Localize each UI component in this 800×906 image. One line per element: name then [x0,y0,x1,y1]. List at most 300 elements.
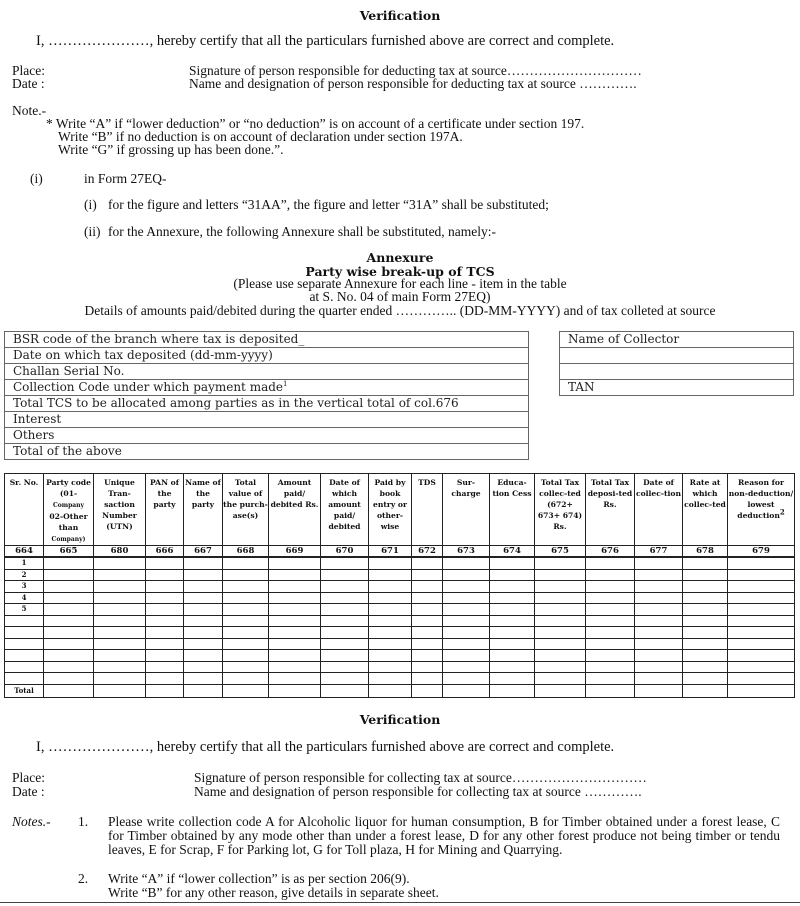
column-number: 671 [369,546,412,558]
table-cell[interactable] [635,604,683,616]
table-cell[interactable] [44,557,94,569]
collector-name-label[interactable]: Name of Collector [560,332,794,348]
table-cell[interactable] [412,615,443,627]
party-code-company-2: Company) [51,536,86,543]
table-cell[interactable] [412,627,443,639]
bsr-code-field[interactable]: BSR code of the branch where tax is deposited_ [5,332,529,348]
table-cell[interactable] [223,604,269,616]
table-cell[interactable] [728,650,795,662]
col-utn: Unique Tran-saction Number (UTN) [94,474,146,546]
table-cell[interactable] [146,650,184,662]
col-total-tax-deposited: Total Tax deposi-ted Rs. [586,474,635,546]
total-cell[interactable] [184,684,223,697]
sub-item-i-text: for the figure and letters “31AA”, the figure and letter “31A” shall be substituted; [108,197,549,212]
place-label-bottom: Place: [12,770,45,785]
table-cell[interactable] [369,604,412,616]
table-cell[interactable] [269,638,321,650]
table-cell[interactable] [44,581,94,593]
table-cell[interactable] [369,627,412,639]
party-code-label: Party code (01- [46,478,91,498]
name-line-bottom: Name and designation of person responsible for collecting tax at source …………. [194,784,642,799]
table-cell[interactable] [535,615,586,627]
note-line-2: Write “B” if no deduction is on account of declaration under section 197A. [58,129,463,144]
table-cell[interactable] [146,627,184,639]
note-2-line-2: Write “B” for any other reason, give details in separate sheet. [108,885,439,900]
table-cell[interactable] [146,661,184,673]
table-row [5,604,795,616]
table-cell[interactable] [443,581,490,593]
table-cell[interactable] [184,569,223,581]
table-cell[interactable] [535,557,586,569]
col-date-collection: Date of collec-tion [635,474,683,546]
table-cell[interactable] [728,627,795,639]
table-cell[interactable] [223,673,269,685]
table-cell[interactable] [586,627,635,639]
table-cell[interactable] [412,661,443,673]
table-cell[interactable] [490,661,535,673]
column-number: 665 [44,546,94,558]
table-cell[interactable] [321,604,369,616]
table-cell[interactable] [586,592,635,604]
table-cell[interactable] [223,661,269,673]
table-cell[interactable] [728,604,795,616]
table-cell[interactable] [321,615,369,627]
table-cell[interactable] [443,557,490,569]
table-cell[interactable] [490,627,535,639]
total-cell[interactable] [443,684,490,697]
note-1-marker: 1. [78,814,89,829]
col-reason [728,474,795,546]
table-cell[interactable] [269,673,321,685]
item-i-text: in Form 27EQ- [84,171,167,186]
table-cell[interactable] [683,627,728,639]
collector-name-line-1[interactable] [560,348,794,364]
column-number: 664 [5,546,44,558]
table-cell[interactable] [94,569,146,581]
table-cell[interactable] [586,615,635,627]
table-cell[interactable] [184,604,223,616]
party-code-other: 02-Other than [49,512,88,532]
table-cell[interactable] [369,650,412,662]
table-cell[interactable] [184,592,223,604]
table-cell[interactable] [184,615,223,627]
table-cell[interactable] [683,557,728,569]
annexure-instruction-1: (Please use separate Annexure for each line - item in the table [233,276,567,291]
table-cell[interactable] [586,650,635,662]
table-cell[interactable] [535,650,586,662]
table-cell[interactable] [490,592,535,604]
others-field[interactable]: Others [5,428,529,444]
table-cell[interactable] [412,557,443,569]
table-cell[interactable] [490,604,535,616]
total-cell[interactable] [223,684,269,697]
table-cell[interactable] [223,627,269,639]
table-cell[interactable] [535,581,586,593]
table-cell[interactable] [94,581,146,593]
column-number: 669 [269,546,321,558]
col-amount-paid: Amount paid/ debited Rs. [269,474,321,546]
table-cell[interactable] [586,638,635,650]
total-cell[interactable] [586,684,635,697]
tan-field[interactable]: TAN [560,380,794,396]
table-cell[interactable] [412,604,443,616]
table-cell[interactable] [44,673,94,685]
total-cell[interactable] [490,684,535,697]
column-number-row [5,546,795,558]
note-label-top: Note.- [12,103,47,118]
column-number: 670 [321,546,369,558]
table-cell[interactable] [412,673,443,685]
table-row [5,661,795,673]
date-label-top: Date : [12,76,45,91]
table-cell[interactable] [184,581,223,593]
table-cell[interactable] [146,638,184,650]
table-cell[interactable] [269,650,321,662]
table-cell[interactable] [146,557,184,569]
row-serial: 4 [5,592,44,604]
table-cell[interactable] [146,569,184,581]
table-cell[interactable] [443,650,490,662]
column-number: 672 [412,546,443,558]
table-cell[interactable] [94,627,146,639]
table-cell[interactable] [535,592,586,604]
column-number: 673 [443,546,490,558]
table-cell[interactable] [683,650,728,662]
verification-title-top: Verification [359,8,441,23]
collector-box [559,331,794,396]
table-cell[interactable] [535,673,586,685]
table-cell[interactable] [269,615,321,627]
reason-footnote: 2 [779,507,785,517]
table-cell[interactable] [586,673,635,685]
table-cell[interactable] [321,627,369,639]
table-cell[interactable] [369,557,412,569]
table-cell[interactable] [44,604,94,616]
table-cell[interactable] [586,581,635,593]
table-cell[interactable] [321,650,369,662]
note-2-marker: 2. [78,871,89,886]
table-cell[interactable] [223,569,269,581]
table-cell[interactable] [490,557,535,569]
col-tds: TDS [412,474,443,546]
table-cell[interactable] [728,638,795,650]
table-cell[interactable] [635,627,683,639]
table-cell[interactable] [369,673,412,685]
annexure-subtitle: Party wise break-up of TCS [305,264,495,279]
note-1-text: Please write collection code A for Alcoholic liquor for human consumption, B for Timber obtained under a forest lease, C for Timber obtained by any mode other than under a forest lease, D for any other forest produce not being timber or tendu leaves, E for Scrap, F for Parking lot, G for Toll plaza, H for Mining and Quarrying. [108,814,780,857]
table-cell[interactable] [683,661,728,673]
table-cell[interactable] [184,627,223,639]
row-serial: 3 [5,581,44,593]
footnote-marker: 1 [283,380,288,388]
table-cell[interactable] [412,592,443,604]
table-cell[interactable] [490,581,535,593]
table-cell[interactable] [535,627,586,639]
table-cell[interactable] [683,615,728,627]
col-party-name: Name of the party [184,474,223,546]
challan-details-box [4,331,529,460]
total-row [5,684,795,697]
table-cell[interactable] [683,581,728,593]
table-cell[interactable] [269,592,321,604]
table-cell[interactable] [443,592,490,604]
table-cell[interactable] [269,627,321,639]
table-cell[interactable] [490,673,535,685]
annexure-title: Annexure [366,250,434,265]
row-serial: 5 [5,604,44,616]
total-above-field[interactable]: Total of the above [5,444,529,460]
table-cell[interactable] [586,569,635,581]
total-cell[interactable] [94,684,146,697]
collection-code-label: Collection Code under which payment made [13,380,284,394]
total-cell[interactable] [44,684,94,697]
table-cell[interactable] [223,650,269,662]
table-cell[interactable] [683,592,728,604]
table-cell[interactable] [635,615,683,627]
total-cell[interactable] [321,684,369,697]
row-serial [5,627,44,639]
column-number: 678 [683,546,728,558]
table-cell[interactable] [635,557,683,569]
row-serial [5,661,44,673]
table-cell[interactable] [184,650,223,662]
table-cell[interactable] [443,569,490,581]
total-cell[interactable] [535,684,586,697]
note-2-line-1: Write “A” if “lower collection” is as per section 206(9). [108,871,410,886]
table-cell[interactable] [412,638,443,650]
col-sr-no: Sr. No. [5,474,44,546]
collector-name-line-2[interactable] [560,364,794,380]
table-cell[interactable] [146,673,184,685]
table-cell[interactable] [369,581,412,593]
col-education-cess: Educa-tion Cess [490,474,535,546]
table-cell[interactable] [369,661,412,673]
table-cell[interactable] [635,661,683,673]
table-cell[interactable] [321,569,369,581]
table-cell[interactable] [490,650,535,662]
column-number: 676 [586,546,635,558]
total-cell[interactable] [369,684,412,697]
table-cell[interactable] [443,673,490,685]
row-serial: 2 [5,569,44,581]
table-cell[interactable] [728,673,795,685]
col-pan: PAN of the party [146,474,184,546]
table-cell[interactable] [683,673,728,685]
table-cell[interactable] [443,604,490,616]
total-cell[interactable] [412,684,443,697]
table-cell[interactable] [44,569,94,581]
table-cell[interactable] [321,557,369,569]
table-cell[interactable] [184,661,223,673]
item-i-marker: (i) [30,171,43,186]
table-cell[interactable] [728,557,795,569]
table-cell[interactable] [223,638,269,650]
table-cell[interactable] [412,581,443,593]
note-line-3: Write “G” if grossing up has been done.”. [58,142,284,157]
table-cell[interactable] [269,604,321,616]
table-cell[interactable] [490,569,535,581]
sub-item-ii-text: for the Annexure, the following Annexure shall be substituted, namely:- [108,224,497,239]
table-cell[interactable] [223,592,269,604]
party-breakup-table [4,473,795,698]
table-row [5,638,795,650]
annexure-details: Details of amounts paid/debited during the quarter ended ………….. (DD-MM-YYYY) and of tax colleted at source [84,303,716,318]
note-line-1: * Write “A” if “lower deduction” or “no deduction” is on account of a certificate under section 197. [46,116,585,131]
table-cell[interactable] [94,650,146,662]
table-cell[interactable] [269,557,321,569]
table-cell[interactable] [146,592,184,604]
reason-label: Reason for non-deduction/ lowest deduction [728,478,794,520]
table-cell[interactable] [443,661,490,673]
annexure-instruction-2: at S. No. 04 of main Form 27EQ) [309,289,491,304]
table-cell[interactable] [586,604,635,616]
collection-code-field[interactable] [5,380,529,396]
col-total-value: Total value of the purch-ase(s) [223,474,269,546]
table-cell[interactable] [728,615,795,627]
table-cell[interactable] [94,557,146,569]
table-cell[interactable] [369,638,412,650]
table-row [5,581,795,593]
table-cell[interactable] [635,638,683,650]
header-row [5,474,795,546]
table-cell[interactable] [44,627,94,639]
table-cell[interactable] [635,581,683,593]
certify-statement-top: I, …………………, hereby certify that all the particulars furnished above are correct and complete. [36,33,615,49]
table-cell[interactable] [728,592,795,604]
table-cell[interactable] [490,638,535,650]
signature-line-top: Signature of person responsible for deducting tax at source………………………… [189,63,642,78]
total-cell[interactable] [728,684,795,697]
table-cell[interactable] [728,661,795,673]
total-cell[interactable] [683,684,728,697]
row-serial [5,650,44,662]
table-cell[interactable] [94,673,146,685]
table-cell[interactable] [369,592,412,604]
table-cell[interactable] [369,569,412,581]
certify-statement-bottom: I, …………………, hereby certify that all the particulars furnished above are correct and complete. [36,739,615,755]
total-label: Total [5,684,44,697]
col-paid-by: Paid by book entry or other-wise [369,474,412,546]
table-cell[interactable] [94,615,146,627]
table-cell[interactable] [443,615,490,627]
table-cell[interactable] [44,592,94,604]
table-row [5,615,795,627]
total-tcs-field[interactable]: Total TCS to be allocated among parties as in the vertical total of col.676 [5,396,529,412]
table-cell[interactable] [535,569,586,581]
sub-item-ii-marker: (ii) [84,224,101,239]
table-cell[interactable] [683,638,728,650]
party-code-company: Company [52,502,85,509]
row-serial [5,638,44,650]
table-cell[interactable] [184,638,223,650]
table-cell[interactable] [635,569,683,581]
table-cell[interactable] [586,557,635,569]
table-cell[interactable] [184,557,223,569]
table-cell[interactable] [635,592,683,604]
table-cell[interactable] [94,661,146,673]
col-surcharge: Sur-charge [443,474,490,546]
table-cell[interactable] [44,638,94,650]
col-total-tax-collected: Total Tax collec-ted (672+ 673+ 674) Rs. [535,474,586,546]
column-number: 667 [184,546,223,558]
table-cell[interactable] [635,673,683,685]
verification-title-bottom: Verification [359,712,441,727]
table-cell[interactable] [586,661,635,673]
column-number: 680 [94,546,146,558]
table-cell[interactable] [535,638,586,650]
table-cell[interactable] [728,569,795,581]
table-cell[interactable] [94,592,146,604]
table-cell[interactable] [535,661,586,673]
table-cell[interactable] [369,615,412,627]
table-cell[interactable] [269,661,321,673]
column-number: 677 [635,546,683,558]
table-cell[interactable] [44,615,94,627]
table-cell[interactable] [443,638,490,650]
table-cell[interactable] [44,650,94,662]
table-cell[interactable] [635,650,683,662]
sub-item-i-marker: (i) [84,197,97,212]
interest-field[interactable]: Interest [5,412,529,428]
tax-deposit-date-field[interactable]: Date on which tax deposited (dd-mm-yyyy) [5,348,529,364]
table-cell[interactable] [146,581,184,593]
table-cell[interactable] [223,557,269,569]
table-cell[interactable] [321,638,369,650]
total-cell[interactable] [269,684,321,697]
table-cell[interactable] [412,650,443,662]
row-serial [5,615,44,627]
col-party-code [44,474,94,546]
column-number: 675 [535,546,586,558]
table-cell[interactable] [321,592,369,604]
table-cell[interactable] [269,581,321,593]
table-cell[interactable] [269,569,321,581]
column-number: 666 [146,546,184,558]
table-cell[interactable] [146,615,184,627]
table-row [5,557,795,569]
table-row [5,569,795,581]
table-cell[interactable] [94,638,146,650]
table-cell[interactable] [321,661,369,673]
table-cell[interactable] [535,604,586,616]
table-cell[interactable] [321,673,369,685]
table-cell[interactable] [412,569,443,581]
table-cell[interactable] [728,581,795,593]
table-cell[interactable] [223,615,269,627]
total-cell[interactable] [146,684,184,697]
table-cell[interactable] [683,569,728,581]
table-cell[interactable] [490,615,535,627]
table-cell[interactable] [94,604,146,616]
table-cell[interactable] [683,604,728,616]
table-row [5,650,795,662]
bottom-rule [0,902,800,903]
table-cell[interactable] [44,661,94,673]
table-cell[interactable] [146,604,184,616]
notes-label-bottom: Notes.- [12,814,51,829]
challan-serial-field[interactable]: Challan Serial No. [5,364,529,380]
table-cell[interactable] [223,581,269,593]
column-number: 668 [223,546,269,558]
total-cell[interactable] [635,684,683,697]
date-label-bottom: Date : [12,784,45,799]
table-cell[interactable] [321,581,369,593]
table-cell[interactable] [184,673,223,685]
row-serial [5,673,44,685]
column-number: 674 [490,546,535,558]
table-cell[interactable] [443,627,490,639]
column-number: 679 [728,546,795,558]
